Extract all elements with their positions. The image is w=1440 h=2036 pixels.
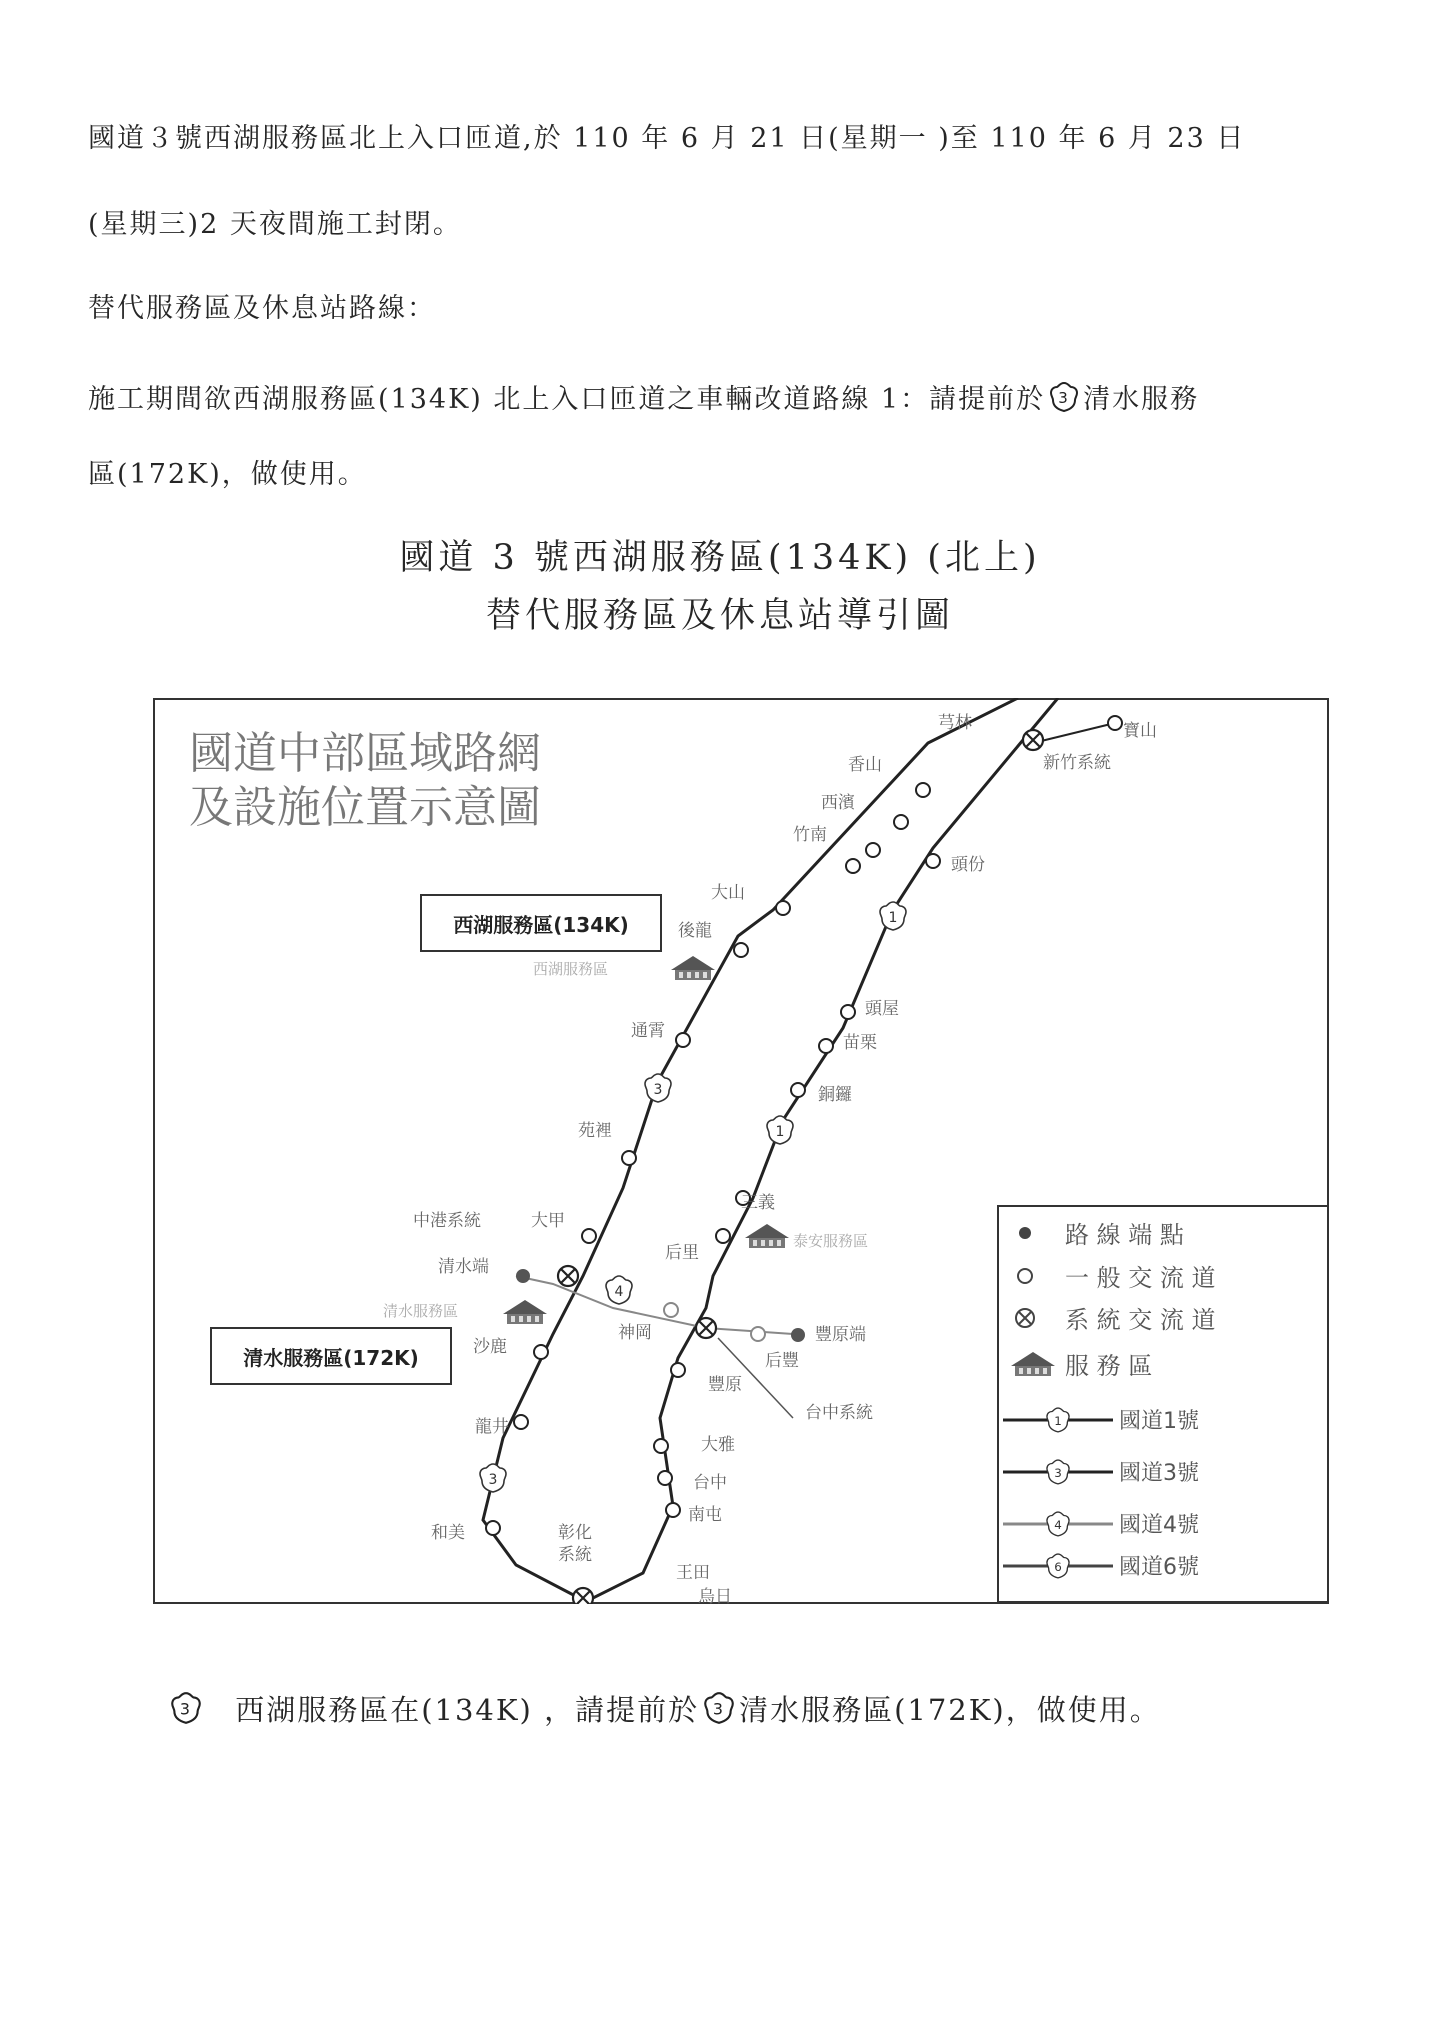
shield-number: 3 <box>1058 389 1070 407</box>
legend-hw6: 國道6號 <box>1119 1555 1199 1580</box>
svg-text:台中系統: 台中系統 <box>805 1403 873 1423</box>
notice-line-4a: 施工期間欲西湖服務區(134K) 北上入口匝道之車輛改道路線 1：請提前於 <box>88 384 1046 415</box>
xihu-box-label: 西湖服務區(134K) <box>453 913 629 937</box>
legend-hw4: 國道4號 <box>1119 1513 1199 1538</box>
legend-hw3: 國道3號 <box>1119 1461 1199 1486</box>
qingshui-box-label: 清水服務區(172K) <box>243 1346 419 1370</box>
shield-number: 3 <box>712 1699 726 1719</box>
svg-text:清水端: 清水端 <box>438 1257 489 1277</box>
map-legend <box>998 1206 1328 1602</box>
freeway-3-shield-icon <box>168 1690 204 1726</box>
svg-text:龍井: 龍井 <box>475 1417 509 1437</box>
legend-endpoint: 路 線 端 點 <box>1065 1221 1184 1249</box>
caption-part-1: 西湖服務區在(134K) ，請提前於 <box>235 1693 700 1727</box>
highway-network-map <box>153 698 1329 1604</box>
svg-text:3: 3 <box>488 1472 498 1488</box>
xihu-sa-label: 西湖服務區 <box>533 960 609 978</box>
svg-text:香山: 香山 <box>848 755 882 775</box>
svg-text:苑裡: 苑裡 <box>578 1121 612 1141</box>
caption-part-2: 清水服務區(172K)，做使用。 <box>739 1693 1161 1727</box>
fengyuan-endpoint <box>791 1328 805 1342</box>
svg-text:苗栗: 苗栗 <box>843 1033 877 1053</box>
svg-text:銅鑼: 銅鑼 <box>818 1085 852 1105</box>
notice-line-3: 替代服務區及休息站路線： <box>88 293 436 324</box>
svg-text:大甲: 大甲 <box>531 1211 565 1231</box>
svg-text:3: 3 <box>1054 1466 1062 1481</box>
figure-subtitle: 替代服務區及休息站導引圖 <box>485 596 954 636</box>
legend-service: 服 務 區 <box>1065 1352 1153 1380</box>
legend-hw1: 國道1號 <box>1119 1409 1199 1434</box>
svg-text:烏日: 烏日 <box>698 1587 732 1604</box>
svg-text:沙鹿: 沙鹿 <box>473 1337 507 1357</box>
svg-text:神岡: 神岡 <box>618 1323 652 1343</box>
legend-interchange: 一 般 交 流 道 <box>1065 1264 1216 1292</box>
svg-text:1: 1 <box>1054 1414 1062 1429</box>
shield-number: 3 <box>179 1699 193 1719</box>
map-title-line-2: 及設施位置示意圖 <box>189 782 541 833</box>
svg-text:豐原: 豐原 <box>708 1375 742 1395</box>
svg-text:彰化: 彰化 <box>558 1523 592 1543</box>
svg-text:后里: 后里 <box>665 1243 699 1263</box>
svg-text:寶山: 寶山 <box>1123 721 1157 741</box>
svg-text:頭份: 頭份 <box>951 855 985 875</box>
svg-text:和美: 和美 <box>431 1523 465 1543</box>
svg-text:後龍: 後龍 <box>678 921 712 941</box>
map-title-line-1: 國道中部區域路網 <box>189 728 541 779</box>
freeway-3-shield-icon <box>701 1690 737 1726</box>
svg-text:大雅: 大雅 <box>701 1435 735 1455</box>
svg-text:三義: 三義 <box>741 1193 775 1213</box>
svg-text:大山: 大山 <box>711 883 745 903</box>
taian-sa-label: 泰安服務區 <box>793 1232 869 1250</box>
figure-title: 國道 3 號西湖服務區(134K) (北上) <box>399 538 1041 578</box>
svg-text:系統: 系統 <box>558 1545 592 1565</box>
svg-text:豐原端: 豐原端 <box>815 1325 866 1345</box>
notice-line-2: (星期三)2 天夜間施工封閉。 <box>88 209 462 240</box>
svg-text:后豐: 后豐 <box>765 1351 799 1371</box>
bottom-caption <box>166 1688 1161 1729</box>
notice-line-5: 區(172K)，做使用。 <box>88 459 367 490</box>
qingshui-endpoint <box>516 1269 530 1283</box>
svg-text:1: 1 <box>888 910 898 926</box>
svg-text:王田: 王田 <box>676 1563 710 1583</box>
notice-line-4 <box>88 380 1199 417</box>
svg-text:頭屋: 頭屋 <box>865 999 899 1019</box>
svg-text:台中: 台中 <box>693 1473 727 1493</box>
svg-text:6: 6 <box>1054 1560 1062 1575</box>
freeway-3-shield-icon <box>1047 380 1081 414</box>
svg-text:4: 4 <box>1054 1518 1062 1533</box>
notice-line-1: 國道３號西湖服務區北上入口匝道,於 110 年 6 月 21 日(星期一 )至 110 年 6 月 23 日 <box>88 123 1246 154</box>
legend-system: 系 統 交 流 道 <box>1065 1306 1216 1334</box>
svg-text:4: 4 <box>614 1284 624 1300</box>
svg-text:芎林: 芎林 <box>938 713 972 733</box>
svg-text:西濱: 西濱 <box>821 793 855 813</box>
notice-line-4b: 清水服務 <box>1083 384 1200 415</box>
svg-text:新竹系統: 新竹系統 <box>1043 753 1111 773</box>
svg-text:中港系統: 中港系統 <box>413 1211 481 1231</box>
svg-text:通霄: 通霄 <box>631 1021 665 1041</box>
svg-text:南屯: 南屯 <box>688 1505 722 1525</box>
baoshan-interchange <box>1108 716 1122 730</box>
svg-text:3: 3 <box>653 1082 663 1098</box>
svg-text:竹南: 竹南 <box>793 825 827 845</box>
svg-text:1: 1 <box>775 1124 785 1140</box>
qingshui-sa-label: 清水服務區 <box>383 1302 459 1320</box>
